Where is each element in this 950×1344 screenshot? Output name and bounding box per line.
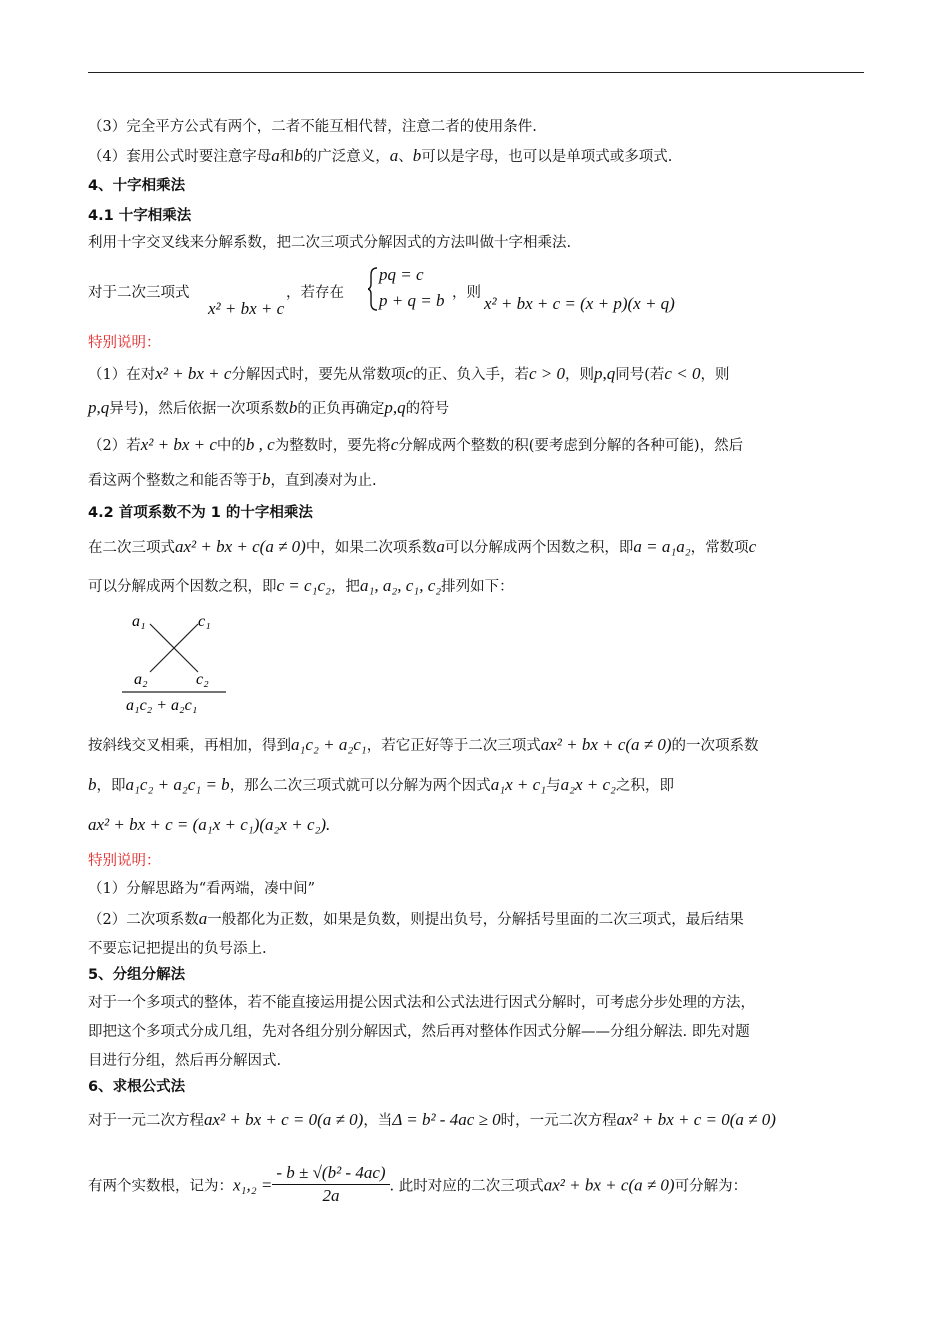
text-span: 特别说明： [88,335,161,351]
text-span: （1）分解思路为“看两端，凑中间” [88,881,316,897]
math-expression: p [384,398,393,417]
text-span: 分解成两个整数的积(要考虑到分解的各种可能)，然后 [398,438,744,454]
math-expression: q [397,398,406,417]
text-line [88,363,729,385]
math-expression: c [405,364,413,383]
section-heading [88,1076,185,1098]
cross-a2: a₂ [134,671,148,688]
text-span: 特别说明： [88,853,161,869]
text-span: 的一次项系数 [671,738,759,754]
text-span: 4、十字相乘法 [88,178,186,194]
math-expression: ax² + bx + c = 0(a ≠ 0) [616,1110,776,1129]
math-expression: a₁, a₂, c₁, c₂ [359,576,442,595]
header-rule [88,72,864,73]
math-expression: a [271,146,280,165]
section-heading [88,964,185,986]
math-expression: b [288,398,298,417]
text-span: 同号(若 [615,367,665,383]
text-span: , [392,398,398,417]
text-span: 利用十字交叉线来分解系数，把二次三项式分解因式的方法叫做十字相乘法. [88,235,572,251]
subsection-heading [88,502,313,524]
math-expression: a [436,537,445,556]
math-expression: a₂x + c₂ [560,775,616,794]
math-expression [208,298,284,320]
math-expression: a [389,146,399,165]
text-line [88,145,672,167]
text-span: p + q = b [379,291,445,310]
text-span: 按斜线交叉相乘，再相加，得到 [88,738,291,754]
text-span: 可分解为： [674,1178,748,1195]
text-span: 不要忘记把提出的负号添上. [88,941,267,957]
text-span: 时，一元二次方程 [500,1113,617,1129]
math-expression: a₁x + c₁ [490,775,547,794]
text-span: 中，如果二次项系数 [305,540,437,556]
text-span: ，若它正好等于二次三项式 [366,738,541,754]
text-span: 中的 [216,438,246,454]
math-expression: a₁c₂ + a₂c₁ = b [125,775,230,794]
text-span: 4.1 十字相乘法 [88,208,192,224]
text-span: x² + bx + c = (x + p)(x + q) [484,294,675,313]
math-expression: b [88,775,97,794]
root-formula-fraction [272,1162,389,1207]
text-span: ，把 [330,579,360,595]
text-line [88,282,190,304]
text-line [88,469,377,491]
math-expression: q [606,364,616,383]
text-span: 6、求根公式法 [88,1079,186,1095]
cross-a1: a₁ [132,613,146,630]
text-span: 分解因式时，要先从常数项 [231,367,406,383]
text-span: ，则 [452,285,481,301]
text-span: 的正、负入手，若 [412,367,529,383]
text-span: 与 [546,778,561,794]
text-span: 可以分解成两个因数之积，即 [88,579,277,595]
text-span: ，直到凑对为止. [270,473,377,489]
math-expression: x² + bx + c [155,364,232,383]
text-line [88,734,759,756]
text-span: 目进行分组，然后再分解因式. [88,1053,282,1069]
math-expression: ax² + bx + c(a ≠ 0) [175,537,306,556]
text-span: （3）完全平方公式有两个，二者不能互相代替，注意二者的使用条件. [88,119,537,135]
cross-multiplication-diagram [122,606,232,716]
text-span: 异号)，然后依据一次项系数 [109,401,289,417]
text-span: x² + bx + c [208,299,285,318]
text-span: , [602,364,607,383]
text-line [88,232,571,254]
text-span: 、 [398,149,413,165]
text-line [88,434,743,456]
text-span: （4）套用公式时要注意字母 [88,149,272,165]
math-expression: a = a₁a₂ [633,537,691,556]
cross-c1: c₁ [198,613,211,630]
math-expression: b [412,146,422,165]
subsection-heading [88,205,191,227]
text-span: 排列如下： [441,579,514,595]
text-span: （1）在对 [88,367,156,383]
math-expression: c [390,435,399,454]
text-span: , [96,398,101,417]
math-expression: b [262,470,271,489]
math-expression: p [594,364,603,383]
text-line [88,1164,747,1214]
text-span: . 此时对应的二次三项式 [389,1178,544,1195]
text-span: （2）二次项系数 [88,912,199,928]
text-span: ，若存在 [286,285,344,301]
text-line [88,1050,281,1072]
special-note-label [88,332,161,354]
cross-sum: a₁c₂ + a₂c₁ [126,697,198,714]
text-span: 2a [322,1186,340,1205]
text-span: 的广泛意义， [302,149,390,165]
text-span: ，则 [565,367,594,383]
text-span: 的正负再确定 [297,401,385,417]
system-line-1 [379,264,424,286]
math-expression: a [198,909,208,928]
text-span: 为整数时，要先将 [274,438,391,454]
math-expression: x² + bx + c [140,435,217,454]
text-line [88,397,449,419]
text-span: ，常数项 [690,540,749,556]
math-expression: p [88,398,97,417]
text-line [286,282,344,304]
text-span: - b ± √(b² - 4ac) [272,1162,389,1185]
math-expression: b [294,146,303,165]
text-span: ，当 [363,1113,393,1129]
math-expression [88,814,330,836]
text-span: 一般都化为正数，如果是负数，则提出负号，分解括号里面的二次三项式，最后结果 [207,912,744,928]
math-expression: ax² + bx + c = 0(a ≠ 0) [204,1110,364,1129]
text-span: 对于二次三项式 [88,285,190,301]
text-line [88,536,756,558]
math-expression: a₁c₂ + a₂c₁ [291,735,367,754]
text-span: （2）若 [88,438,141,454]
text-span: 即把这个多项式分成几组，先对各组分别分解因式，然后再对整体作因式分解——分组分解法. 即先对题 [88,1024,750,1040]
math-expression: c > 0 [528,364,565,383]
text-span: 对于一元二次方程 [88,1113,204,1129]
text-span: 可以分解成两个因数之积，即 [444,540,634,556]
text-span: 看这两个整数之和能否等于 [88,473,262,489]
section-heading [88,175,185,197]
text-line [88,575,514,597]
text-span: ，即 [96,778,126,794]
cross-c2: c₂ [196,671,209,688]
text-span: 和 [279,149,295,165]
text-span: ax² + bx + c = (a₁x + c₁)(a₂x + c₂). [88,815,331,834]
text-line [88,878,315,900]
text-line [88,1021,750,1043]
text-line [88,938,267,960]
text-line [88,774,674,796]
text-span: 在二次三项式 [88,540,175,556]
text-span: 可以是字母，也可以是单项式或多项式. [421,149,673,165]
text-span: 有两个实数根，记为： [88,1178,233,1195]
math-expression: x₁,₂ = [233,1175,273,1195]
math-expression: ax² + bx + c(a ≠ 0) [540,735,672,754]
text-span: 之积，即 [615,778,674,794]
math-expression [484,293,675,315]
math-expression: c = c₁c₂ [276,576,331,595]
text-span: 4.2 首项系数不为 1 的十字相乘法 [88,505,313,521]
math-expression: c < 0 [664,364,701,383]
text-span: 对于一个多项式的整体，若不能直接运用提公因式法和公式法进行因式分解时，可考虑分步处理的方法， [88,995,755,1011]
text-line [88,908,744,930]
system-line-2 [379,290,444,312]
text-line [88,1109,776,1131]
text-line [452,282,481,304]
text-line [88,992,755,1014]
text-span: 的符号 [405,401,450,417]
math-expression: ax² + bx + c(a ≠ 0) [543,1175,675,1195]
math-expression: Δ = b² - 4ac ≥ 0 [392,1110,501,1129]
text-span: 5、分组分解法 [88,967,186,983]
math-expression: q [100,398,110,417]
text-span: pq = c [379,265,424,284]
text-span: ，则 [700,367,730,383]
text-line [88,116,537,138]
special-note-label [88,850,161,872]
math-expression: b , c [245,435,275,454]
text-span: ，那么二次三项式就可以分解为两个因式 [229,778,491,794]
math-expression: c [748,537,757,556]
